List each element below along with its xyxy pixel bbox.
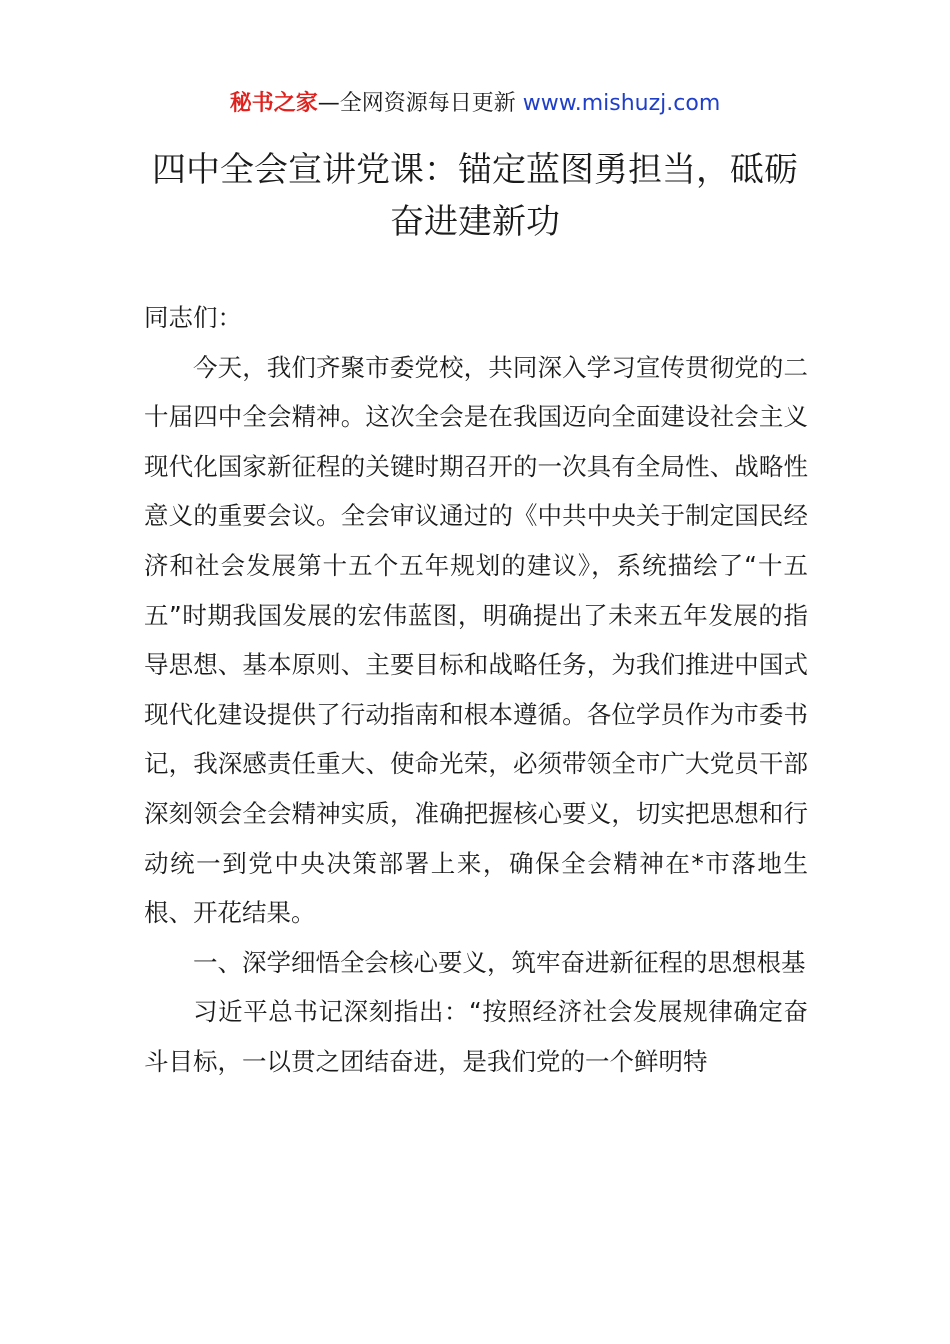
site-brand: 秘书之家 — [229, 91, 318, 116]
document-body — [144, 293, 808, 1087]
document-title: 四中全会宣讲党课：锚定蓝图勇担当，砥砺奋进建新功 — [152, 150, 798, 242]
section-paragraph-1: 习近平总书记深刻指出：“按照经济社会发展规律确定奋斗目标，一以贯之团结奋进，是我们党的一个鲜明特 — [144, 997, 808, 1076]
intro-paragraph: 今天，我们齐聚市委党校，共同深入学习宣传贯彻党的二十届四中全会精神。这次全会是在我国迈向全面建设社会主义现代化国家新征程的关键时期召开的一次具有全局性、战略性意义的重要会议。全会审议通过的《中共中央关于制定国民经济和社会发展第十五个五年规划的建议》，系统描绘了“十五五”时期我国发展的宏伟蓝图，明确提出了未来五年发展的指导思想、基本原则、主要目标和战略任务，为我们推进中国式现代化建设提供了行动指南和根本遵循。各位学员作为市委书记，我深感责任重大、使命光荣，必须带领全市广大党员干部深刻领会全会精神实质，准确把握核心要义，切实把思想和行动统一到党中央决策部署上来，确保全会精神在*市落地生根、开花结果。 — [144, 352, 808, 928]
section-heading-1: 一、深学细悟全会核心要义，筑牢奋进新征程的思想根基 — [193, 947, 806, 977]
salutation: 同志们： — [144, 303, 242, 332]
site-url-link[interactable]: www.mishuzj.com — [522, 91, 721, 116]
site-tagline: —全网资源每日更新 — [317, 91, 516, 116]
site-header — [0, 88, 950, 120]
